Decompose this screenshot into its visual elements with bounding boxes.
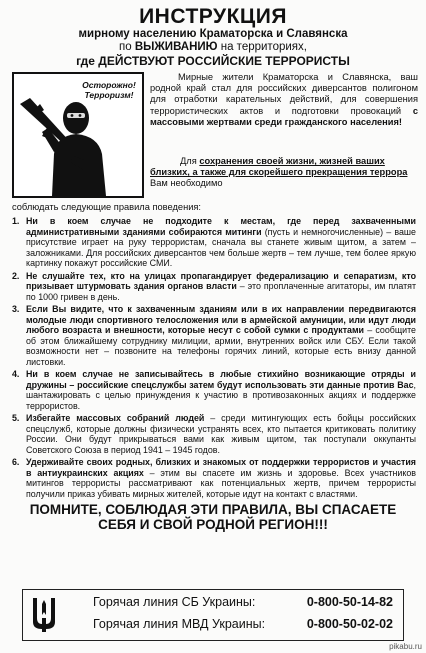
rule-number: 1. [12, 216, 20, 226]
final-appeal-line-2: СЕБЯ И СВОЙ РОДНОЙ РЕГИОН!!! [98, 517, 328, 532]
watermark: pikabu.ru [389, 642, 422, 651]
poster-label [80, 80, 138, 100]
poster-label-line-2: Терроризм! [84, 90, 134, 100]
subtitle-line-2-pre: по [119, 41, 135, 53]
intro-paragraph-2 [150, 156, 418, 190]
intro-p2-post: Вам необходимо [150, 178, 223, 189]
rule-bold: Ни в коем случае не подходите к местам, где перед захваченными административными зданиями собираются митинги [26, 216, 416, 237]
hotline-box [22, 589, 404, 641]
rule-number: 5. [12, 413, 20, 423]
rule-bold: Не слушайте тех, кто на улицах пропагандирует федерализацию и сепаратизм, кто призывает штурмовать здания органов власти [26, 270, 416, 291]
hotline-sbu-number[interactable]: 0-800-50-14-82 [306, 595, 393, 609]
rule-bold: Если Вы видите, что к захваченным зданиям или в их направлении передвигаются молодые люди спортивного телосложения или в армейской амуниции, или идут люди любого возраста и внешности, которые несут с собой сумки с продуктами [26, 304, 416, 335]
rule-text: – сообщите об этом ближайшему сотруднику милиции, армии, внутренних войск или СБУ. Если такой возможности нет – позвоните на телефоны горячих линий, которые есть внизу данной листовки. [26, 325, 416, 367]
rule-item [12, 216, 416, 269]
intro-p1-bold: с массовыми жертвами среди гражданского населения! [150, 105, 418, 127]
subtitle-line-2-post: на территориях, [217, 41, 307, 53]
poster-label-line-1: Осторожно! [82, 80, 136, 90]
intro-p2-underlined: сохранения своей жизни, жизней ваших близких, а также для скорейшего прекращения террора [150, 156, 408, 178]
rule-text: (пусть и немногочисленные) – ваше присутствие играет на руку террористам, сначала вы станете живым щитом, а затем – заложниками. Для российских диверсантов чем больше жертв – тем лучше, тем более яркую картинку покажут российские СМИ. [26, 226, 416, 268]
intro-block [12, 72, 418, 202]
rule-item [12, 457, 416, 499]
rule-text: , шантажировать с целью принуждения к участию в противозаконных акциях и поддержке террористов. [26, 379, 416, 411]
rule-item [12, 304, 416, 367]
hotline-sbu-label: Горячая линия СБ Украины: [93, 595, 256, 609]
ukraine-trident-icon [31, 596, 57, 634]
rule-number: 3. [12, 304, 20, 314]
intro-paragraph-1 [150, 72, 418, 128]
rule-number: 6. [12, 457, 20, 467]
rule-item [12, 369, 416, 411]
rule-number: 2. [12, 270, 20, 281]
terrorism-warning-poster [12, 72, 144, 198]
final-appeal-line-1: ПОМНИТЕ, СОБЛЮДАЯ ЭТИ ПРАВИЛА, ВЫ СПАСАЕТЕ [29, 502, 397, 517]
rule-item [12, 271, 416, 303]
rule-text: – среди митингующих есть бойцы российских спецслужб, которые должны физически устранять всех, кто пытается критиковать политику России. Они будут прикрываться вами как живым щитом, так поступали оккупанты Советского Союза в период 1941 – 1945 годов. [26, 413, 416, 455]
rules-list [12, 216, 416, 499]
leaflet-title: ИНСТРУКЦИЯ [139, 5, 287, 28]
final-appeal [0, 502, 426, 532]
subtitle-line-1: мирному населению Краматорска и Славянска [78, 28, 348, 40]
intro-p1-text: Мирные жители Краматорска и Славянска, ваш родной край стал для российских диверсантов полигоном для отработки карательных действий, для совершения террористических актов и подготовки провокаций [150, 72, 418, 116]
rule-bold: Избегайте массовых собраний людей [26, 413, 205, 423]
subtitle-line-2-bold: ВЫЖИВАНИЮ [134, 41, 218, 53]
rule-number: 4. [12, 369, 20, 379]
rule-text: – этим вы спасете им жизнь и здоровье. Всех участников митингов террористы рассматривают как потенциальных жертв, причем террористы получили приказ убивать мирных жителей, которые идут на контакт с властями. [26, 467, 416, 499]
subtitle-line-3: где ДЕЙСТВУЮТ РОССИЙСКИЕ ТЕРРОРИСТЫ [76, 54, 350, 68]
rule-bold: Удерживайте своих родных, близких и знакомых от поддержки террористов и участия в антиукраинских акциях [26, 457, 416, 478]
rule-bold: Ни в коем случае не записывайтесь в любые стихийно возникающие отряды и дружины – российские спецслужбы затем будут использовать эти данные против Вас [26, 369, 416, 390]
rule-text: – это проплаченные агитаторы, им платят по 1000 гривен в день. [26, 281, 417, 302]
intro-p2-pre: Для [180, 156, 200, 166]
rules-lead: соблюдать следующие правила поведения: [12, 202, 202, 212]
hotline-mvd-number[interactable]: 0-800-50-02-02 [306, 617, 393, 631]
rule-item [12, 413, 416, 455]
hotline-mvd-label: Горячая линия МВД Украины: [93, 617, 266, 631]
subtitle-line-2 [0, 41, 426, 54]
